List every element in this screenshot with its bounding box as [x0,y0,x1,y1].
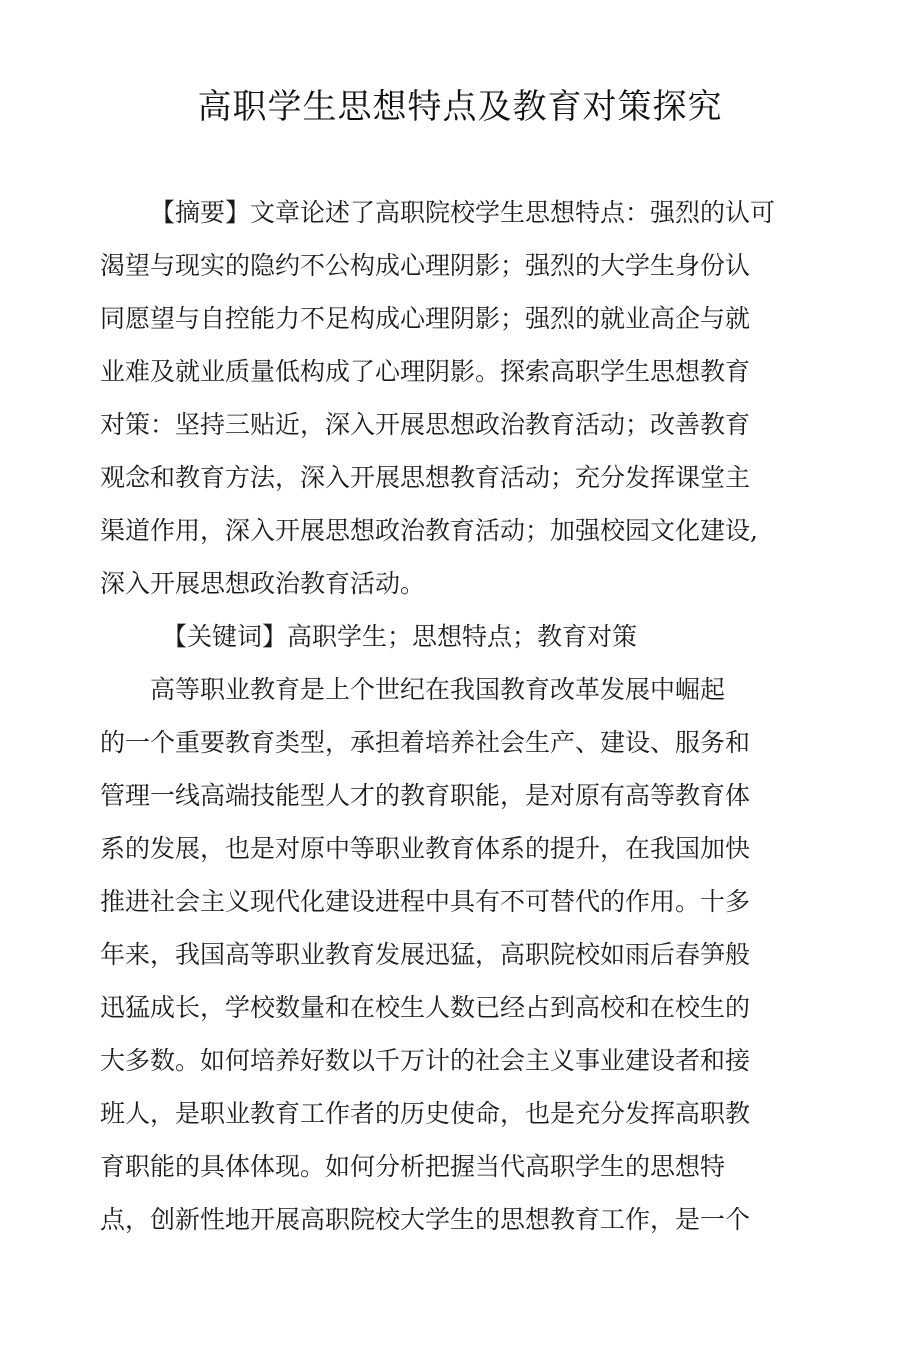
body-line: 点，创新性地开展高职院校大学生的思想教育工作，是一个 [100,1205,751,1234]
body-line: 的一个重要教育类型，承担着培养社会生产、建设、服务和 [100,728,751,757]
abstract-line: 深入开展思想政治教育活动。 [100,569,426,598]
abstract-line: 业难及就业质量低构成了心理阴影。探索高职学生思想教育 [100,357,751,386]
abstract-line: 渠道作用，深入开展思想政治教育活动；加强校园文化建设, [100,516,758,545]
body-line: 推进社会主义现代化建设进程中具有不可替代的作用。十多 [100,887,751,916]
body-line: 管理一线高端技能型人才的教育职能，是对原有高等教育体 [100,781,751,810]
body-line: 系的发展，也是对原中等职业教育体系的提升，在我国加快 [100,834,751,863]
body-line: 年来，我国高等职业教育发展迅猛，高职院校如雨后春笋般 [100,940,751,969]
abstract-line: 渴望与现实的隐约不公构成心理阴影；强烈的大学生身份认 [100,251,751,280]
abstract-line: 【摘要】文章论述了高职院校学生思想特点：强烈的认可 [150,198,776,227]
body-line: 班人，是职业教育工作者的历史使命，也是充分发挥高职教 [100,1099,751,1128]
keywords-line: 【关键词】高职学生；思想特点；教育对策 [162,622,638,651]
abstract-line: 同愿望与自控能力不足构成心理阴影；强烈的就业高企与就 [100,304,751,333]
body-line: 育职能的具体体现。如何分析把握当代高职学生的思想特 [100,1152,726,1181]
abstract-line: 观念和教育方法，深入开展思想教育活动；充分发挥课堂主 [100,463,751,492]
body-line: 迅猛成长，学校数量和在校生人数已经占到高校和在校生的 [100,993,751,1022]
body-line: 高等职业教育是上个世纪在我国教育改革发展中崛起 [150,675,726,704]
body-line: 大多数。如何培养好数以千万计的社会主义事业建设者和接 [100,1046,751,1075]
document-title: 高职学生思想特点及教育对策探究 [197,87,723,127]
abstract-line: 对策：坚持三贴近，深入开展思想政治教育活动；改善教育 [100,410,751,439]
